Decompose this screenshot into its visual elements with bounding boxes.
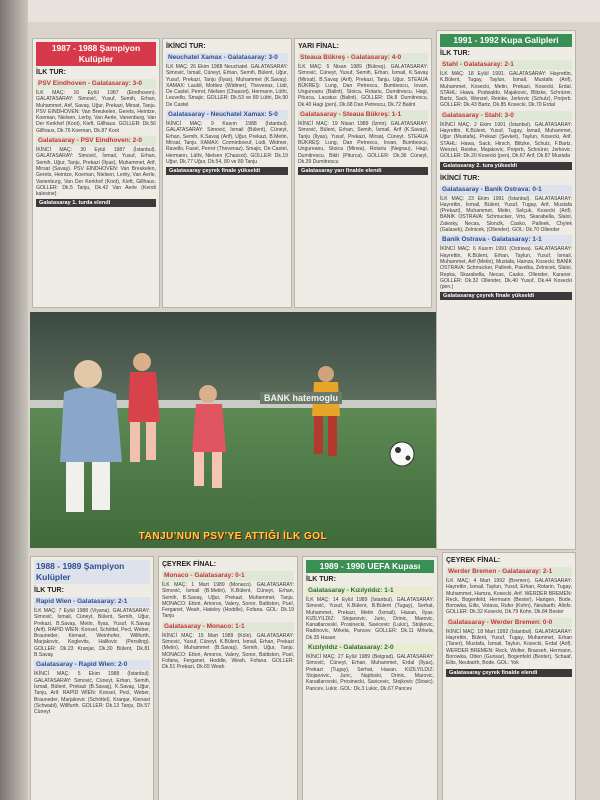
match-score: Galatasaray - Stahl: 3-0 — [440, 111, 572, 121]
round-label: ÇEYREK FİNAL: — [446, 557, 501, 564]
match-score: Rapid Wien - Galatasaray: 2-1 — [34, 597, 150, 607]
round-label: İKİNCİ TUR: — [166, 43, 206, 50]
match-photo — [30, 312, 436, 548]
match-report: İLK MAÇ: 26 Ekim 1988 Neuchatel. GALATASARAY: Simović, İsmail, Cüneyt, Erhan, Semih, Bülent, Uğur, Yusuf, Prekazi, Tanju (İlyas), Muhammet (K.Savaş). XAMAX: Laubli, Mottiez (Widmer), Thevenaz, Lüdi, De Castel, Perret, Nielsen (Chassot), Hermann, Lüthi, Leuvello, Smajic. GOLLER: Dk.53 ve 89 Lüthi, Dk.90 De Castel — [166, 64, 288, 108]
box-title: 1988 - 1989 Şampiyon Kulüpler — [34, 560, 150, 584]
top-margin — [28, 0, 600, 22]
match-report: İKİNCİ MAÇ: 30 Eylül 1987 (İstanbul). GALATASARAY: Simović, İsmail, Yusuf, Erhan, Semih, Uğur, Tanju, Prekazi (İlyas), Muhammet, Arif, Mirsat (Savaş). PSV EINDHOVEN: Van Breukelen, Gerets, Heintze, Koeman, Nielsen, Lerby, Van Aerle, Vanenburg, Van Der Kerkhof (Koot), Kieft, Gillhaus. GOLLER: Dk.5 Tanju, Dk.42 Van Aerle (Kendi kalesine) — [36, 147, 156, 198]
match-report: İLK MAÇ: 14 Eylül 1989 (İstanbul). GALATASARAY: Simović, Yusuf, K.Bülent, B.Bülent (Tugay), Serhat, Muhammet, Prekazi, Metin (İsmail), Hasan, İlyas. KIZILYILDIZ: Stojanovic, Juric, Drinic, Marovic, Kanatlarovski, Prosinecki, Savicevic (Lukic), Stojkovic, Radinovic, Mrkela, Pancev. GOLLER: Dk.11 Mrkela, Dk.35 Hasan — [306, 597, 434, 641]
match-score: Galatasaray - Kızılyıldız: 1-1 — [306, 586, 434, 596]
match-report: İKİNCİ MAÇ: 27 Eylül 1989 (Belgrad). GALATASARAY: Simović, Cüneyt, Erhan, Muhammet, Erdal (İlyas), Prekazi (Tugay), Serhat, Hasan. KIZILYILDIZ: Stojanovic, Juric, Najdoski, Drinic, Marovic, Kanatlarovski, Prosinecki, Savicevic, Stojkovic (Stosic), Pancev, Lukic. GOL: Dk.3 Lukic, Dk.67 Pancev — [306, 654, 434, 692]
result-footer: Galatasaray çeyrek finalde elendi — [446, 669, 572, 677]
box-title: 1991 - 1992 Kupa Galipleri — [440, 34, 572, 47]
match-report: İKİNCİ MAÇ: 5 Ekim 1988 (İstanbul). GALATASARAY: Simović, Cüneyt, Erhan, Semih, İsmail, Bülent, Prekazi (B.Savaş), K.Savaş, Uğur, Tanju, Arif. RAPİD WİEN: Konsel, Pecl, Weber, Brauneder, Marjakovic (Schöttel), Kranjar, Kienast (Schwabl), Willfurth. GOLLER: Dk.13 Tanju, Dk.57 Cüneyt — [34, 671, 150, 716]
result-footer: Galatasaray yarı finalde elendi — [298, 167, 428, 175]
match-score: Banik Ostrava - Galatasaray: 1-1 — [440, 235, 572, 245]
match-score: Neuchatel Xamax - Galatasaray: 3-0 — [166, 53, 288, 63]
season-1988-1989-box — [30, 556, 154, 800]
season-1991-1992-box — [436, 30, 576, 550]
match-report: İLK MAÇ: 18 Eylül 1991. GALATASARAY: Hayrettin, K.Bülent, Tugay, Taylun, İsmail, Mustafa (Arif), Muhammet, Kosecki, Metin, Prekazi, Kosecki, Erdal. STAHL: Hawa, Podsialdo, Majakovic, Blitzke, Schnürer, Bartz, Sack, Wenzel, Reinke, Jerkovic (Schulz), Porjerb. GOLLER: Dk.43 Bartz, Dk.85 Kosecki, Dk.70 Erdal — [440, 71, 572, 109]
result-footer: Galatasaray çeyrek finale yükseldi — [440, 292, 572, 300]
match-score: Galatasaray - Banik Ostrava: 0-1 — [440, 185, 572, 195]
stadium-banner: BANK hatemoglu — [260, 392, 342, 404]
semi-final-1989-box — [294, 38, 432, 308]
quarter-final-1992-box — [442, 552, 576, 800]
match-score: PSV Eindhoven - Galatasaray: 3-0 — [36, 79, 156, 89]
round-label: İKİNCİ TUR: — [440, 174, 480, 182]
round-label: İLK TUR: — [306, 576, 336, 583]
match-score: Galatasaray - Neuchatel Xamax: 5-0 — [166, 110, 288, 120]
match-report: İKİNCİ MAÇ: 6 Kasım 1991 (Ostrava). GALATASARAY: Hayrettin, K.Bülent, Erhan, Taylun, Yusuf, İsmail, Muhammet, Arif (Metin), Mustafa, Hamza, Kosecki. BANİK OSTRAVA: Schmucker, Pallnek, Pavelka, Zelnicek, Slaloi, Repka, Skarabella, Necas, Casko, Ollender, Karaner. GOLLER: Dk.32 Ollender, Dk.40 Yusuf, Dk.44 Kosecki (pen.) — [440, 246, 572, 291]
page-gutter — [0, 0, 28, 800]
match-score: Steaua Bükreş - Galatasaray: 4-0 — [298, 53, 428, 63]
match-report: İLK MAÇ: 5 Nisan 1989 (Bükreş). GALATASARAY: Simović, Cüneyt, Yusuf, Semih, Erhan, İsmail, K.Savaş (Mirsat), B.Savaş (Arif), Prekazi, Tanju, Uğur. STEAUA BÜKREŞ: Lung, Dan Petrescu, Bumbescu, Iovan, Ungureanu (Balint), Stoica, Rotariu, Dumitrescu, Hagi, Piturca, Lacatus (Balint). GOLLER: Dk.8 Dumitrescu, Dk.40 Hagi (pen), Dk.68 Dan Petrescu, Dk.72 Balint — [298, 64, 428, 108]
match-score: Stahl - Galatasaray: 2-1 — [440, 60, 572, 70]
round-label: YARI FİNAL: — [298, 43, 339, 50]
match-report: İLK MAÇ: 7 Eylül 1988 (Viyana). GALATASARAY: Simović, İsmail, Cüneyt, Bülent, Semih, Uğur, Prekazi, B.Savaş, Metin, İlyas, Yusuf, K.Savaş (Arif). RAPİD WİEN: Konsel, Schöttel, Pecl, Weber, Brauneder, Kienast, Weinhofer, Willfurth, Marjakovic, Keglevits, Halilovic (Persiling). GOLLER: Dk.23 Kranjar, Dk.30 Bülent, Dk.81 B.Savaş — [34, 608, 150, 659]
round-label: İLK TUR: — [34, 587, 64, 594]
match-score: Monaco - Galatasaray: 0-1 — [162, 571, 294, 581]
uefa-1989-1990-box — [302, 556, 438, 800]
match-report: İKİNCİ MAÇ: 15 Mart 1989 (Köln). GALATASARAY: Simović, Yusuf, Cüneyt, K.Bülent, İsmail, Erhan, Prekazi (Metin), Muhammet (B.Savaş), Semih, Uğur, Tanju. MONACO: Ettori, Amoros, Valery, Sonor, Battiston, Puel, Fofana, Ferganet, Hoddle, Weah, Fofana. GOLLER: Dk.51 Prekazi, Dk.65 Weah — [162, 632, 294, 671]
match-score: Galatasaray - Monaco: 1-1 — [162, 622, 294, 632]
second-round-1988-box — [162, 38, 292, 308]
match-score: Galatasaray - Steaua Bükreş: 1-1 — [298, 110, 428, 120]
match-report: İLK MAÇ: 23 Ekim 1991 (İstanbul). GALATASARAY: Hayrettin, İsmail, Bülent, Yusuf, Tugay, Arif, Mustafa (Prekazi), Muhammet, Metin, Selçuk, Kosecki (Arif). BANİK OSTRAVA: Schmucker, Vrto, Skarabella, Slaloi, Zalesky, Necas, Slonclk, Casko, Pallnek, Chylek (Galasek), Zelnicek, (Ollender). GOL: Dk.70 Ollender — [440, 195, 572, 234]
match-score: Galatasaray - Rapid Wien: 2-0 — [34, 660, 150, 670]
box-title: 1987 - 1988 Şampiyon Kulüpler — [36, 42, 156, 66]
match-score: Kızılyıldız - Galatasaray: 2-0 — [306, 643, 434, 653]
round-label: ÇEYREK FİNAL: — [162, 561, 217, 568]
result-footer: Galatasaray çeyrek finale yükseldi — [166, 167, 288, 175]
match-score: Werder Bremen - Galatasaray: 2-1 — [446, 567, 572, 577]
round-label: İLK TUR: — [36, 69, 66, 76]
match-score: Galatasaray - PSV Eindhoven: 2-0 — [36, 136, 156, 146]
box-title: 1989 - 1990 UEFA Kupası — [306, 560, 434, 573]
match-report: İKİNCİ MAÇ: 19 Nisan 1989 (İzmir). GALATASARAY: Simović, Bülent, Erhan, Semih, İsmail, Arif (K.Savaş), Tanju (İlyas), Yusuf, Prekazi, Mirsat, Cüneyt. STEAUA BÜKREŞ: Lung, Dan Petrescu, Iovan, Bumbescu, Ungureanu, Stoica (Minea), Rotariu (Negrau), Hagi, Dumitrescu, Bikti (Piturca). GOLLER: Dk.36 Cüneyt, Dk.39 Dumitrescu — [298, 121, 428, 165]
result-footer: Galatasaray 1. turda elendi — [36, 199, 156, 207]
match-report: İLK MAÇ: 16 Eylül 1987 (Eindhoven). GALATASARAY: Simović, Yusuf, Semih, Erhan, Muhammet, Arif, Savaş, Uğur, Prekazi, Mirsat, Tanju. PSV EINDHOVEN: Van Breukelen, Gerets, Heintze, Koeman, Nielsen, Lerby, Van Aerle, Vanenburg, Van Der Kerkhof (Koot), Kieft, Gillhaus. GOLLER: Dk.56 Gillhaus, Dk.76 Koeman, Dk.87 Koot — [36, 90, 156, 134]
match-report: İKİNCİ MAÇ: 18 Mart 1992 (İstanbul). GALATASARAY: Hayrettin, Bülent, Yusuf, Tugay, Muhammet, Erhan (Taner), Mustafa, İsmail, Taylun, Kosecki, Erdal (Arif). WERDER BREMEN: Reck, Wolter, Brasseh, Hermann, Borowka, Otten (Gunsar), Bogenfeld (Bester), Schaaf, Eilts, Neubarth, Bode. GOL: Yok — [446, 628, 572, 667]
result-footer: Galatasaray 2. tura yükseldi — [440, 162, 572, 170]
match-report: İKİNCİ MAÇ: 2 Ekim 1991 (İstanbul). GALATASARAY: Hayrettin, K.Bülent, Yusuf, Tugay, İsmail, Muhammet, Uğur (Mustafa), Prekazi (Şevket), Taylun, Kosecki, Arif. STAHL: Hawa, Sack, Hirsch, Blitzke, Schulz, F.Bartz, Wenzel, Reinke, Majakovic, Porjerb, Schnürer, Jerkovic. GOLLER: Dk.20 Kosecki (pen), Dk.67 Arif, Dk.87 Mustafa — [440, 121, 572, 160]
photo-caption: TANJU'NUN PSV'YE ATTIĞI İLK GOL — [138, 531, 328, 542]
round-label: İLK TUR: — [440, 50, 470, 57]
match-report: İLK MAÇ: 4 Mart 1992 (Bremen). GALATASARAY: Hayrettin, İsmail, Taylun, Yusuf, Erhan, Rotarin, Tugay, Muhammet, Hamza, Kosecki, Arif. WERDER BREMEN: Reck, Bogenfeld, Hermann (Bester), Hartgen, Bode, Borowka, Eilts, Votava, Rufer (Kohn), Neubarth, Allofs. GOLLER: Dk.32 Kosecki, Dk.79 Kohn, Dk.84 Bester — [446, 578, 572, 616]
match-report: İKİNCİ MAÇ: 9 Kasım 1988 (İstanbul). GALATASARAY: Simović, İsmail (Bülent), Cüneyt, Erhan, Semih, K.Savaş (Arif), Uğur, Prekazi, B.Metin, Mirsat, Tanju. XAMAX: Corminboeuf, Lüdi, Widmer, Ravello, Fasel, Perret (Thevenaz), Smajic, De Castel, Hermann, Lüthi, Nielsen (Chassot). GOLLER: Dk.19 Uğur, Dk.77 Uğur, Dk.54, 80 ve 89 Tanju — [166, 121, 288, 165]
match-score: Galatasaray - Werder Bremen: 0-0 — [446, 618, 572, 628]
season-1987-1988-box — [32, 38, 160, 308]
match-report: İLK MAÇ: 1 Mart 1989 (Monaco). GALATASARAY: Simović, İsmail (B.Metin), K.Bülent, Cüneyt, Erhan, Semih, B.Savaş, Uğur, Prekazi, Muhammet, Tanju. MONACO: Ettori, Amoros, Valery, Sonor, Battiston, Puel, Ferganet, Weah, Hateley (Hoddle), Fofana. GOL: Dk.19 Tanju — [162, 582, 294, 620]
quarter-final-1989-box — [158, 556, 298, 800]
match-photo-illustration — [30, 312, 436, 548]
